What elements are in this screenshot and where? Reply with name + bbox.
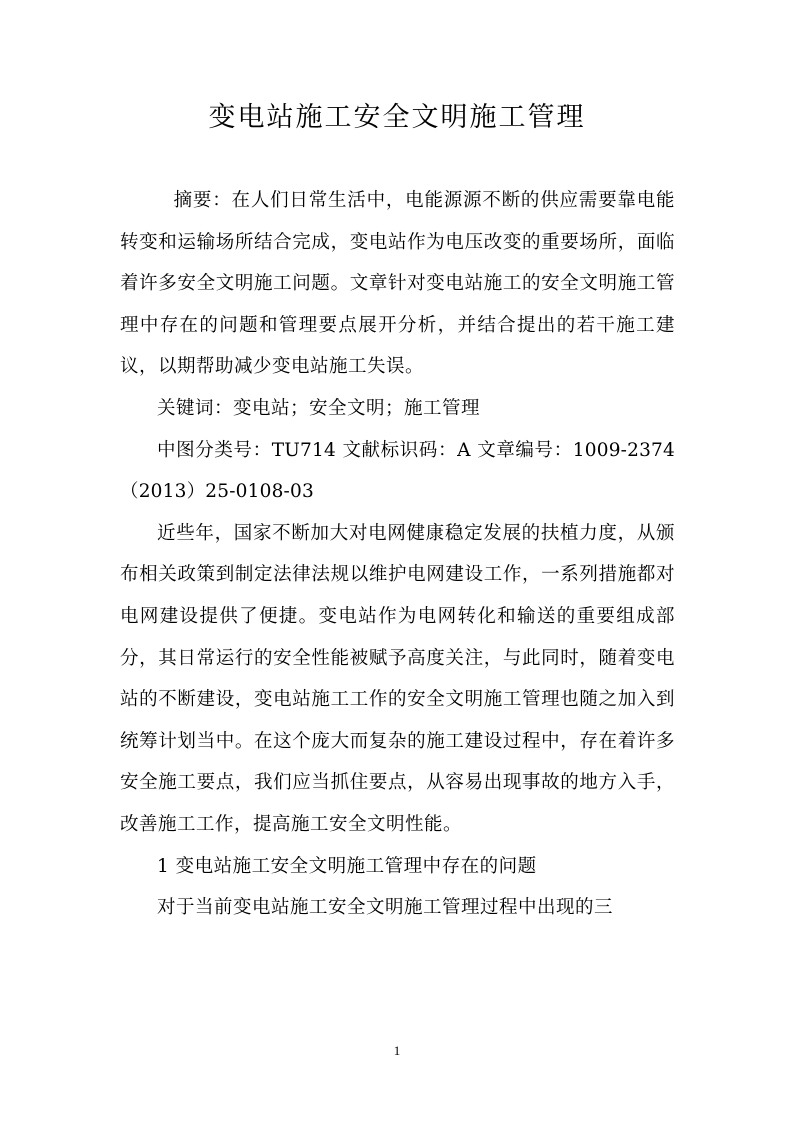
classification-line: 中图分类号：TU714 文献标识码：A 文章编号：1009-2374（2013）25-0108-03: [120, 439, 675, 503]
page-number: 1: [393, 1043, 401, 1058]
keywords-line: 关键词：变电站；安全文明；施工管理: [157, 397, 481, 419]
document-title: 变电站施工安全文明施工管理: [208, 102, 586, 133]
section-heading: 1 变电站施工安全文明施工管理中存在的问题: [157, 855, 537, 877]
intro-paragraph: 近些年，国家不断加大对电网健康稳定发展的扶植力度，从颁布相关政策到制定法律法规以维护电网建设工作，一系列措施都对电网建设提供了便捷。变电站作为电网转化和输送的重要组成部分，其日常运行的安全性能被赋予高度关注，与此同时，随着变电站的不断建设，变电站施工工作的安全文明施工管理也随之加入到统筹计划当中。在这个庞大而复杂的施工建设过程中，存在着许多安全施工要点，我们应当抓住要点，从容易出现事故的地方入手，改善施工工作，提高施工安全文明性能。: [120, 522, 675, 835]
section-first-line: 对于当前变电站施工安全文明施工管理过程中出现的三: [157, 897, 614, 919]
abstract-paragraph: 摘要：在人们日常生活中，电能源源不断的供应需要靠电能转变和运输场所结合完成，变电站作为电压改变的重要场所，面临着许多安全文明施工问题。文章针对变电站施工的安全文明施工管理中存在的问题和管理要点展开分析，并结合提出的若干施工建议，以期帮助减少变电站施工失误。: [120, 190, 675, 378]
document-body: [120, 180, 675, 929]
